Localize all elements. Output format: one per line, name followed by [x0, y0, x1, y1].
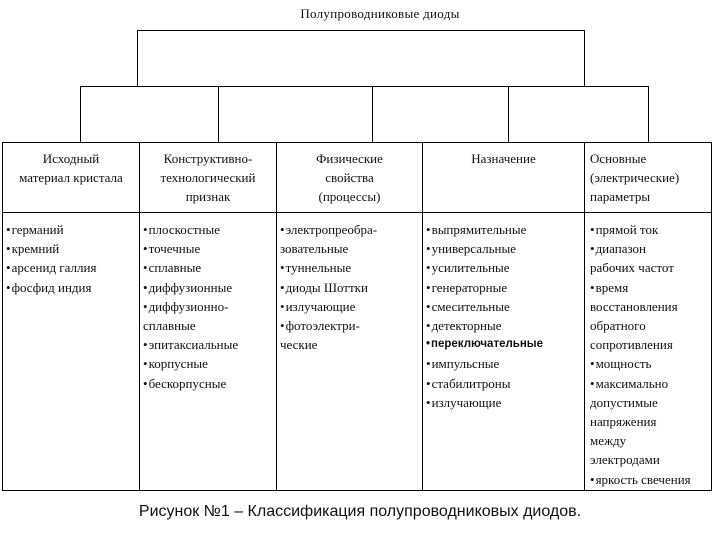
- header-line: свойства: [325, 170, 374, 185]
- column-items-source-material: [6, 220, 96, 297]
- connector-branch-4: [508, 86, 509, 142]
- header-line: Назначение: [471, 151, 536, 166]
- connector-top-left-vertical: [137, 30, 138, 86]
- table-col-line-3: [422, 142, 423, 491]
- list-item: • генераторные: [426, 278, 543, 297]
- list-item: • корпусные: [143, 354, 238, 373]
- list-item-continuation: между: [590, 433, 627, 449]
- table-bottom-border: [2, 490, 712, 491]
- connector-branch-1: [80, 86, 81, 142]
- column-items-physical-properties: [280, 220, 377, 354]
- list-item: • туннельные: [280, 258, 377, 277]
- list-item-continuation: электродами: [590, 452, 660, 468]
- list-item-continuation: восстановления: [590, 298, 678, 314]
- header-line: материал кристала: [19, 170, 123, 185]
- list-item: • яркость свечения: [590, 470, 691, 489]
- list-item: • импульсные: [426, 354, 543, 373]
- list-item: • диоды Шоттки: [280, 278, 377, 297]
- list-item: • излучающие: [426, 393, 543, 412]
- list-item: • переключательные: [426, 335, 543, 354]
- column-header-source-material: [3, 149, 139, 187]
- connector-mid-horizontal: [80, 86, 649, 87]
- list-item: • диапазон: [590, 239, 691, 258]
- list-item: • электропреобра-: [280, 220, 377, 239]
- list-item: • эпитаксиальные: [143, 335, 238, 354]
- list-item: • излучающие: [280, 297, 377, 316]
- column-header-parameters: [590, 149, 710, 206]
- list-item: • универсальные: [426, 239, 543, 258]
- list-item: • мощность: [590, 354, 691, 373]
- list-item: • бескорпусные: [143, 374, 238, 393]
- list-item: • время: [590, 278, 691, 297]
- header-line: Физические: [316, 151, 383, 166]
- list-item: • прямой ток: [590, 220, 691, 239]
- column-items-parameters: [590, 220, 691, 489]
- list-item: • стабилитроны: [426, 374, 543, 393]
- list-item-continuation: зовательные: [280, 241, 349, 257]
- header-line: Исходный: [42, 151, 100, 166]
- column-items-design-feature: [143, 220, 238, 393]
- header-line: технологический: [160, 170, 256, 185]
- list-item-continuation: напряжения: [590, 414, 657, 430]
- column-header-design-feature: [140, 149, 276, 206]
- header-line: Основные: [590, 151, 647, 166]
- list-item: • выпрямительные: [426, 220, 543, 239]
- connector-branch-5: [648, 86, 649, 142]
- list-item-continuation: сопротивления: [590, 337, 673, 353]
- list-item: • смесительные: [426, 297, 543, 316]
- list-item-continuation: рабочих частот: [590, 260, 674, 276]
- connector-branch-3: [372, 86, 373, 142]
- list-item-continuation: обратного: [590, 318, 646, 334]
- connector-top-right-vertical: [584, 30, 585, 86]
- table-col-line-0: [2, 142, 3, 491]
- list-item: • точечные: [143, 239, 238, 258]
- table-col-line-5: [711, 142, 712, 491]
- list-item-continuation: ческие: [280, 337, 318, 353]
- header-line: (электрические): [590, 170, 680, 185]
- diagram-root-title: Полупроводниковые диоды: [300, 6, 460, 21]
- column-header-physical-properties: [277, 149, 422, 206]
- list-item: • детекторные: [426, 316, 543, 335]
- connector-branch-2: [218, 86, 219, 142]
- figure-caption: Рисунок №1 – Классификация полупроводниковых диодов.: [138, 503, 582, 520]
- column-items-purpose: [426, 220, 543, 412]
- list-item: • усилительные: [426, 258, 543, 277]
- header-line: Конструктивно-: [163, 151, 253, 166]
- column-header-purpose: [423, 149, 584, 168]
- connector-top-horizontal: [137, 30, 585, 31]
- list-item: • арсенид галлия: [6, 258, 96, 277]
- list-item: • максимально: [590, 374, 691, 393]
- list-item-continuation: сплавные: [143, 318, 196, 334]
- list-item-continuation: допустимые: [590, 394, 658, 410]
- list-item: • плоскостные: [143, 220, 238, 239]
- list-item: • диффузионные: [143, 278, 238, 297]
- table-header-divider: [2, 212, 712, 213]
- table-col-line-4: [584, 142, 585, 491]
- list-item: • фотоэлектри-: [280, 316, 377, 335]
- list-item: • фосфид индия: [6, 278, 96, 297]
- header-line: параметры: [590, 189, 651, 204]
- header-line: признак: [185, 189, 231, 204]
- list-item: • диффузионно-: [143, 297, 238, 316]
- list-item: • германий: [6, 220, 96, 239]
- list-item: • кремний: [6, 239, 96, 258]
- list-item: • сплавные: [143, 258, 238, 277]
- header-line: (процессы): [318, 189, 381, 204]
- table-top-border: [2, 142, 712, 143]
